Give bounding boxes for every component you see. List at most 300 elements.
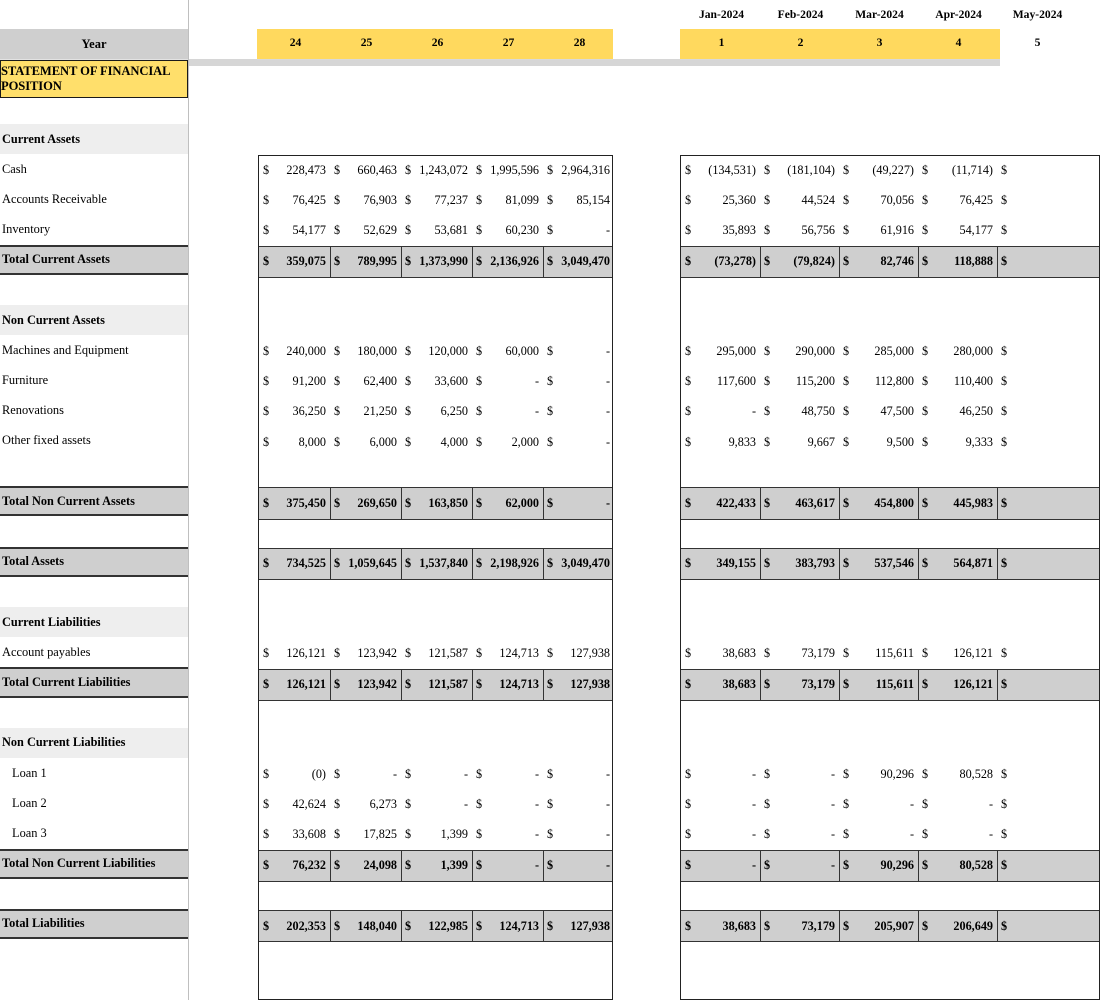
cell-furniture-c2[interactable]	[334, 367, 401, 397]
cell-accounts_receivable-c2[interactable]	[334, 185, 401, 215]
data-row-total_assets[interactable]	[259, 548, 612, 580]
cell-total_current_liabilities-c2[interactable]	[334, 670, 401, 700]
cell-total_non_current_assets-c4[interactable]	[922, 488, 997, 518]
cell-inventory-c5[interactable]	[1001, 216, 1076, 246]
currency-symbol: $	[405, 796, 412, 811]
cell-furniture-c4[interactable]	[922, 367, 997, 397]
data-row-total_liabilities[interactable]	[259, 910, 612, 942]
data-row-inventory[interactable]	[259, 216, 612, 246]
cell-other_fixed_assets-c1[interactable]	[263, 427, 330, 457]
cell-total_current_liabilities-c4[interactable]	[476, 670, 543, 700]
cell-cash-c4[interactable]	[922, 155, 997, 185]
cell-total_liabilities-c2[interactable]	[334, 911, 401, 941]
cell-total_non_current_liabilities-c1[interactable]	[263, 851, 330, 881]
cell-loan_1-c4[interactable]	[922, 759, 997, 789]
currency-symbol: $	[476, 677, 483, 692]
row-label-inventory[interactable]	[0, 215, 188, 245]
data-row-current_assets[interactable]	[681, 125, 1099, 155]
row-label-total_current_liabilities[interactable]	[0, 667, 188, 697]
cell-loan_3-c3[interactable]	[405, 820, 472, 850]
data-row-loan_1[interactable]	[681, 759, 1099, 789]
cell-cash-c5[interactable]	[547, 155, 614, 185]
cell-total_assets-c4[interactable]	[476, 549, 543, 579]
cell-other_fixed_assets-c2[interactable]	[764, 427, 839, 457]
data-row-spacer[interactable]	[681, 518, 1099, 548]
row-label-text: Non Current Liabilities	[2, 735, 126, 750]
cell-total_non_current_assets-c1[interactable]	[263, 488, 330, 518]
data-row-loan_3[interactable]	[681, 820, 1099, 850]
annual-data-table[interactable]	[258, 155, 613, 1000]
row-label-spacer[interactable]	[0, 879, 188, 909]
cell-value: 117,600	[716, 374, 756, 389]
cell-total_non_current_liabilities-c5[interactable]	[1001, 851, 1076, 881]
cell-value: -	[751, 858, 756, 873]
row-label-accounts_receivable[interactable]	[0, 184, 188, 214]
cell-total_assets-c2[interactable]	[334, 549, 401, 579]
data-row-current_assets[interactable]	[259, 125, 612, 155]
cell-accounts_receivable-c4[interactable]	[922, 185, 997, 215]
data-row-total_assets[interactable]	[681, 548, 1099, 580]
cell-account_payables-c4[interactable]	[476, 638, 543, 668]
cell-total_liabilities-c3[interactable]	[405, 911, 472, 941]
cell-loan_2-c5[interactable]	[547, 789, 614, 819]
cell-inventory-c5[interactable]	[547, 216, 614, 246]
cell-accounts_receivable-c1[interactable]	[685, 185, 760, 215]
row-label-loan_3[interactable]	[0, 818, 188, 848]
cell-loan_3-c3[interactable]	[843, 820, 918, 850]
cell-value: 2,964,316	[561, 162, 610, 177]
row-label-non_current_liabilities[interactable]	[0, 728, 188, 758]
monthly-data-table[interactable]	[680, 155, 1100, 1000]
cell-value: 56,756	[801, 223, 835, 238]
year-header-cell: Year	[0, 29, 188, 60]
cell-value: -	[534, 404, 539, 419]
data-row-spacer[interactable]	[259, 940, 612, 970]
data-row-cash[interactable]	[259, 155, 612, 185]
row-label-spacer[interactable]	[0, 456, 188, 486]
cell-inventory-c4[interactable]	[476, 216, 543, 246]
cell-loan_1-c2[interactable]	[764, 759, 839, 789]
cell-other_fixed_assets-c5[interactable]	[547, 427, 614, 457]
total-cell-divider	[543, 911, 544, 941]
cell-total_liabilities-c5[interactable]	[547, 911, 614, 941]
row-label-renovations[interactable]	[0, 396, 188, 426]
data-row-current_liabilities[interactable]	[259, 608, 612, 638]
cell-total_current_liabilities-c1[interactable]	[263, 670, 330, 700]
cell-cash-c5[interactable]	[1001, 155, 1076, 185]
cell-renovations-c5[interactable]	[1001, 397, 1076, 427]
row-label-spacer[interactable]	[0, 698, 188, 728]
data-row-cash[interactable]	[681, 155, 1099, 185]
cell-renovations-c5[interactable]	[547, 397, 614, 427]
row-label-account_payables[interactable]	[0, 637, 188, 667]
cell-total_liabilities-c1[interactable]	[263, 911, 330, 941]
currency-symbol: $	[764, 796, 771, 811]
data-row-spacer[interactable]	[681, 880, 1099, 910]
row-label-spacer[interactable]	[0, 516, 188, 546]
cell-total_current_liabilities-c5[interactable]	[1001, 670, 1076, 700]
cell-account_payables-c2[interactable]	[334, 638, 401, 668]
cell-inventory-c2[interactable]	[334, 216, 401, 246]
data-row-non_current_assets[interactable]	[259, 306, 612, 336]
cell-furniture-c3[interactable]	[843, 367, 918, 397]
row-label-other_fixed_assets[interactable]	[0, 426, 188, 456]
cell-total_assets-c3[interactable]	[405, 549, 472, 579]
cell-loan_1-c5[interactable]	[547, 759, 614, 789]
cell-value: 123,942	[357, 645, 397, 660]
cell-cash-c3[interactable]	[843, 155, 918, 185]
cell-other_fixed_assets-c3[interactable]	[405, 427, 472, 457]
data-row-spacer[interactable]	[259, 457, 612, 487]
cell-total_assets-c1[interactable]	[685, 549, 760, 579]
cell-renovations-c3[interactable]	[843, 397, 918, 427]
cell-total_non_current_assets-c1[interactable]	[685, 488, 760, 518]
cell-value: 1,059,645	[348, 556, 397, 571]
cell-loan_2-c3[interactable]	[405, 789, 472, 819]
cell-machines_equipment-c1[interactable]	[263, 336, 330, 366]
cell-total_liabilities-c5[interactable]	[1001, 911, 1076, 941]
data-row-total_non_current_assets[interactable]	[259, 487, 612, 519]
total-cell-divider	[918, 851, 919, 881]
data-row-spacer[interactable]	[681, 276, 1099, 306]
cell-total_non_current_assets-c5[interactable]	[547, 488, 614, 518]
data-row-accounts_receivable[interactable]	[681, 185, 1099, 215]
data-row-loan_2[interactable]	[681, 789, 1099, 819]
cell-loan_1-c1[interactable]	[685, 759, 760, 789]
cell-cash-c4[interactable]	[476, 155, 543, 185]
data-row-spacer[interactable]	[681, 457, 1099, 487]
cell-renovations-c2[interactable]	[764, 397, 839, 427]
cell-other_fixed_assets-c1[interactable]	[685, 427, 760, 457]
currency-symbol: $	[843, 162, 850, 177]
data-row-other_fixed_assets[interactable]	[259, 427, 612, 457]
cell-total_non_current_liabilities-c1[interactable]	[685, 851, 760, 881]
data-row-inventory[interactable]	[681, 216, 1099, 246]
cell-loan_1-c2[interactable]	[334, 759, 401, 789]
cell-loan_3-c4[interactable]	[922, 820, 997, 850]
cell-value: -	[534, 827, 539, 842]
cell-total_liabilities-c3[interactable]	[843, 911, 918, 941]
cell-total_current_assets-c2[interactable]	[334, 247, 401, 277]
cell-total_current_assets-c3[interactable]	[405, 247, 472, 277]
cell-account_payables-c3[interactable]	[843, 638, 918, 668]
cell-furniture-c4[interactable]	[476, 367, 543, 397]
data-row-total_non_current_liabilities[interactable]	[681, 850, 1099, 882]
cell-accounts_receivable-c1[interactable]	[263, 185, 330, 215]
cell-inventory-c4[interactable]	[922, 216, 997, 246]
cell-loan_1-c4[interactable]	[476, 759, 543, 789]
cell-total_current_assets-c5[interactable]	[1001, 247, 1076, 277]
cell-value: 82,746	[880, 254, 914, 269]
cell-loan_3-c2[interactable]	[764, 820, 839, 850]
row-label-spacer[interactable]	[0, 577, 188, 607]
cell-furniture-c1[interactable]	[685, 367, 760, 397]
cell-total_assets-c4[interactable]	[922, 549, 997, 579]
cell-total_non_current_assets-c2[interactable]	[334, 488, 401, 518]
cell-total_assets-c2[interactable]	[764, 549, 839, 579]
cell-value: 280,000	[953, 343, 993, 358]
cell-total_non_current_liabilities-c2[interactable]	[334, 851, 401, 881]
data-row-renovations[interactable]	[681, 397, 1099, 427]
cell-value: -	[830, 827, 835, 842]
cell-account_payables-c3[interactable]	[405, 638, 472, 668]
data-row-spacer[interactable]	[259, 276, 612, 306]
currency-symbol: $	[334, 556, 341, 571]
cell-value: 349,155	[716, 556, 756, 571]
data-row-loan_3[interactable]	[259, 820, 612, 850]
cell-total_non_current_liabilities-c5[interactable]	[547, 851, 614, 881]
cell-cash-c2[interactable]	[334, 155, 401, 185]
cell-total_liabilities-c1[interactable]	[685, 911, 760, 941]
cell-value: 206,649	[953, 918, 993, 933]
row-label-furniture[interactable]	[0, 366, 188, 396]
cell-machines_equipment-c1[interactable]	[685, 336, 760, 366]
data-row-total_current_assets[interactable]	[681, 246, 1099, 278]
row-label-current_assets[interactable]	[0, 124, 188, 154]
cell-account_payables-c4[interactable]	[922, 638, 997, 668]
row-label-spacer[interactable]	[0, 939, 188, 969]
cell-total_non_current_assets-c4[interactable]	[476, 488, 543, 518]
cell-total_non_current_liabilities-c3[interactable]	[843, 851, 918, 881]
cell-accounts_receivable-c2[interactable]	[764, 185, 839, 215]
row-label-current_liabilities[interactable]	[0, 607, 188, 637]
cell-inventory-c1[interactable]	[263, 216, 330, 246]
currency-symbol: $	[764, 918, 771, 933]
cell-other_fixed_assets-c3[interactable]	[843, 427, 918, 457]
cell-total_current_assets-c3[interactable]	[843, 247, 918, 277]
data-row-spacer[interactable]	[681, 578, 1099, 608]
cell-value: -	[392, 766, 397, 781]
cell-loan_2-c4[interactable]	[922, 789, 997, 819]
currency-symbol: $	[922, 162, 929, 177]
data-row-other_fixed_assets[interactable]	[681, 427, 1099, 457]
data-row-spacer[interactable]	[259, 880, 612, 910]
cell-cash-c2[interactable]	[764, 155, 839, 185]
data-row-total_current_assets[interactable]	[259, 246, 612, 278]
cell-machines_equipment-c4[interactable]	[476, 336, 543, 366]
cell-cash-c3[interactable]	[405, 155, 472, 185]
cell-total_current_liabilities-c4[interactable]	[922, 670, 997, 700]
cell-total_current_assets-c5[interactable]	[547, 247, 614, 277]
cell-loan_3-c5[interactable]	[1001, 820, 1076, 850]
cell-total_current_assets-c4[interactable]	[922, 247, 997, 277]
data-row-spacer[interactable]	[259, 699, 612, 729]
cell-total_current_assets-c4[interactable]	[476, 247, 543, 277]
row-label-loan_2[interactable]	[0, 788, 188, 818]
data-row-spacer[interactable]	[259, 578, 612, 608]
cell-machines_equipment-c4[interactable]	[922, 336, 997, 366]
cell-machines_equipment-c3[interactable]	[843, 336, 918, 366]
cell-other_fixed_assets-c5[interactable]	[1001, 427, 1076, 457]
data-row-machines_equipment[interactable]	[681, 336, 1099, 366]
cell-accounts_receivable-c5[interactable]	[547, 185, 614, 215]
row-label-total_assets[interactable]	[0, 547, 188, 577]
cell-machines_equipment-c5[interactable]	[1001, 336, 1076, 366]
data-row-total_liabilities[interactable]	[681, 910, 1099, 942]
cell-total_assets-c5[interactable]	[547, 549, 614, 579]
cell-loan_1-c3[interactable]	[405, 759, 472, 789]
cell-renovations-c4[interactable]	[922, 397, 997, 427]
cell-total_assets-c5[interactable]	[1001, 549, 1076, 579]
cell-account_payables-c1[interactable]	[685, 638, 760, 668]
cell-inventory-c3[interactable]	[405, 216, 472, 246]
cell-loan_2-c4[interactable]	[476, 789, 543, 819]
data-row-furniture[interactable]	[259, 367, 612, 397]
cell-value: 120,000	[428, 343, 468, 358]
cell-renovations-c4[interactable]	[476, 397, 543, 427]
total-cell-divider	[997, 911, 998, 941]
cell-accounts_receivable-c3[interactable]	[843, 185, 918, 215]
cell-loan_3-c2[interactable]	[334, 820, 401, 850]
currency-symbol: $	[476, 404, 483, 419]
cell-total_non_current_assets-c3[interactable]	[843, 488, 918, 518]
currency-symbol: $	[334, 192, 341, 207]
cell-cash-c1[interactable]	[685, 155, 760, 185]
row-label-spacer[interactable]	[0, 275, 188, 305]
cell-total_non_current_liabilities-c4[interactable]	[922, 851, 997, 881]
cell-total_current_liabilities-c5[interactable]	[547, 670, 614, 700]
data-row-furniture[interactable]	[681, 367, 1099, 397]
data-row-spacer[interactable]	[259, 518, 612, 548]
cell-renovations-c2[interactable]	[334, 397, 401, 427]
cell-loan_1-c1[interactable]	[263, 759, 330, 789]
cell-total_current_assets-c1[interactable]	[263, 247, 330, 277]
cell-inventory-c2[interactable]	[764, 216, 839, 246]
cell-inventory-c1[interactable]	[685, 216, 760, 246]
data-row-current_liabilities[interactable]	[681, 608, 1099, 638]
currency-symbol: $	[843, 645, 850, 660]
data-row-spacer[interactable]	[681, 699, 1099, 729]
cell-furniture-c1[interactable]	[263, 367, 330, 397]
period-label-1: Jan-2024	[698, 8, 745, 21]
cell-accounts_receivable-c4[interactable]	[476, 185, 543, 215]
total-cell-divider	[918, 549, 919, 579]
row-label-cash[interactable]	[0, 154, 188, 184]
row-label-total_non_current_liabilities[interactable]	[0, 849, 188, 879]
data-row-account_payables[interactable]	[681, 638, 1099, 668]
data-row-non_current_assets[interactable]	[681, 306, 1099, 336]
data-row-total_non_current_assets[interactable]	[681, 487, 1099, 519]
cell-cash-c1[interactable]	[263, 155, 330, 185]
cell-account_payables-c5[interactable]	[547, 638, 614, 668]
cell-loan_2-c2[interactable]	[334, 789, 401, 819]
cell-machines_equipment-c2[interactable]	[334, 336, 401, 366]
cell-value: 148,040	[357, 918, 397, 933]
row-label-machines_equipment[interactable]	[0, 335, 188, 365]
cell-total_liabilities-c4[interactable]	[476, 911, 543, 941]
data-row-loan_1[interactable]	[259, 759, 612, 789]
cell-account_payables-c5[interactable]	[1001, 638, 1076, 668]
data-row-loan_2[interactable]	[259, 789, 612, 819]
cell-machines_equipment-c5[interactable]	[547, 336, 614, 366]
cell-value: 115,200	[795, 374, 835, 389]
row-label-text: Total Non Current Liabilities	[2, 856, 156, 871]
row-label-text: Accounts Receivable	[2, 191, 107, 206]
data-row-non_current_liabilities[interactable]	[259, 729, 612, 759]
currency-symbol: $	[476, 766, 483, 781]
cell-renovations-c1[interactable]	[685, 397, 760, 427]
cell-total_current_liabilities-c3[interactable]	[843, 670, 918, 700]
cell-total_current_liabilities-c2[interactable]	[764, 670, 839, 700]
cell-loan_2-c1[interactable]	[685, 789, 760, 819]
data-row-account_payables[interactable]	[259, 638, 612, 668]
total-cell-divider	[839, 488, 840, 518]
total-cell-divider	[401, 670, 402, 700]
cell-loan_3-c4[interactable]	[476, 820, 543, 850]
cell-furniture-c3[interactable]	[405, 367, 472, 397]
cell-loan_2-c5[interactable]	[1001, 789, 1076, 819]
cell-loan_3-c5[interactable]	[547, 820, 614, 850]
cell-total_current_liabilities-c3[interactable]	[405, 670, 472, 700]
cell-loan_3-c1[interactable]	[263, 820, 330, 850]
currency-symbol: $	[843, 223, 850, 238]
cell-machines_equipment-c3[interactable]	[405, 336, 472, 366]
cell-total_assets-c3[interactable]	[843, 549, 918, 579]
cell-total_current_liabilities-c1[interactable]	[685, 670, 760, 700]
data-row-total_non_current_liabilities[interactable]	[259, 850, 612, 882]
cell-accounts_receivable-c3[interactable]	[405, 185, 472, 215]
cell-other_fixed_assets-c2[interactable]	[334, 427, 401, 457]
cell-loan_3-c1[interactable]	[685, 820, 760, 850]
cell-loan_1-c5[interactable]	[1001, 759, 1076, 789]
row-label-total_liabilities[interactable]	[0, 909, 188, 939]
data-row-total_current_liabilities[interactable]	[681, 669, 1099, 701]
cell-renovations-c1[interactable]	[263, 397, 330, 427]
cell-other_fixed_assets-c4[interactable]	[476, 427, 543, 457]
cell-total_assets-c1[interactable]	[263, 549, 330, 579]
total-cell-divider	[330, 911, 331, 941]
data-row-spacer[interactable]	[681, 940, 1099, 970]
cell-accounts_receivable-c5[interactable]	[1001, 185, 1076, 215]
cell-total_non_current_liabilities-c2[interactable]	[764, 851, 839, 881]
cell-total_non_current_assets-c3[interactable]	[405, 488, 472, 518]
cell-value: 73,179	[801, 645, 835, 660]
cell-loan_2-c1[interactable]	[263, 789, 330, 819]
cell-furniture-c5[interactable]	[547, 367, 614, 397]
cell-renovations-c3[interactable]	[405, 397, 472, 427]
data-row-machines_equipment[interactable]	[259, 336, 612, 366]
cell-total_non_current_assets-c2[interactable]	[764, 488, 839, 518]
cell-furniture-c2[interactable]	[764, 367, 839, 397]
cell-total_non_current_liabilities-c3[interactable]	[405, 851, 472, 881]
data-row-renovations[interactable]	[259, 397, 612, 427]
cell-account_payables-c1[interactable]	[263, 638, 330, 668]
cell-loan_2-c2[interactable]	[764, 789, 839, 819]
cell-account_payables-c2[interactable]	[764, 638, 839, 668]
cell-loan_2-c3[interactable]	[843, 789, 918, 819]
data-row-total_current_liabilities[interactable]	[259, 669, 612, 701]
cell-total_non_current_assets-c5[interactable]	[1001, 488, 1076, 518]
cell-total_non_current_liabilities-c4[interactable]	[476, 851, 543, 881]
cell-furniture-c5[interactable]	[1001, 367, 1076, 397]
cell-loan_1-c3[interactable]	[843, 759, 918, 789]
row-label-total_current_assets[interactable]	[0, 245, 188, 275]
cell-total_liabilities-c2[interactable]	[764, 911, 839, 941]
row-label-total_non_current_assets[interactable]	[0, 486, 188, 516]
row-label-loan_1[interactable]	[0, 758, 188, 788]
row-label-non_current_assets[interactable]	[0, 305, 188, 335]
cell-value: -	[830, 766, 835, 781]
data-row-accounts_receivable[interactable]	[259, 185, 612, 215]
cell-inventory-c3[interactable]	[843, 216, 918, 246]
cell-other_fixed_assets-c4[interactable]	[922, 427, 997, 457]
cell-total_current_assets-c1[interactable]	[685, 247, 760, 277]
period-number-5: 28	[573, 36, 586, 49]
cell-machines_equipment-c2[interactable]	[764, 336, 839, 366]
cell-total_liabilities-c4[interactable]	[922, 911, 997, 941]
cell-total_current_assets-c2[interactable]	[764, 247, 839, 277]
data-row-non_current_liabilities[interactable]	[681, 729, 1099, 759]
